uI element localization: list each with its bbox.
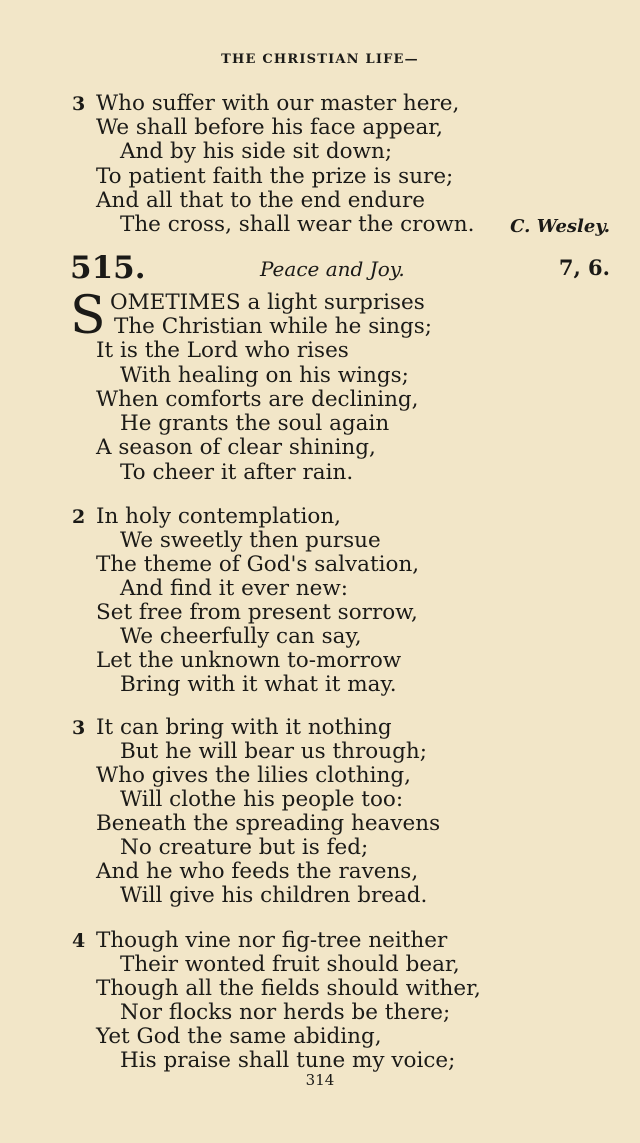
verse-line: Though all the fields should wither,	[96, 976, 481, 1001]
page-number: 314	[305, 1071, 335, 1089]
verse-line: Will clothe his people too:	[120, 787, 404, 812]
verse-line: To patient faith the prize is sure;	[96, 164, 454, 189]
verse-line: To cheer it after rain.	[120, 460, 354, 485]
verse-line: Will give his children bread.	[120, 883, 428, 908]
verse-line: The theme of God's salvation,	[96, 552, 420, 577]
verse-line: With healing on his wings;	[120, 363, 409, 388]
verse-line: Set free from present sorrow,	[96, 600, 418, 625]
verse-number: 2	[72, 506, 86, 528]
verse-line: Beneath the spreading heavens	[96, 811, 441, 836]
verse-line: Who gives the lilies clothing,	[96, 763, 411, 788]
verse-line: Their wonted fruit should bear,	[120, 952, 460, 977]
verse-line: But he will bear us through;	[120, 739, 427, 764]
verse-number: 3	[72, 717, 86, 739]
attribution: C. Wesley.	[510, 216, 610, 237]
verse-line: The cross, shall wear the crown.	[120, 212, 475, 237]
verse-line: Who suffer with our master here,	[96, 91, 460, 116]
verse-line: We sweetly then pursue	[120, 528, 381, 553]
verse-number: 4	[72, 930, 86, 952]
verse-line: It is the Lord who rises	[96, 338, 349, 363]
hymn-meter: 7, 6.	[558, 255, 610, 280]
verse-line: Yet God the same abiding,	[96, 1024, 382, 1049]
verse-line: In holy contemplation,	[96, 504, 342, 529]
hymn-number: 515.	[70, 250, 146, 286]
verse-line: We shall before his face appear,	[96, 115, 444, 140]
verse-line: Though vine nor fig-tree neither	[96, 928, 448, 953]
verse-line: And he who feeds the ravens,	[96, 859, 419, 884]
verse-line: Let the unknown to-morrow	[96, 648, 402, 673]
verse-line: The Christian while he sings;	[114, 314, 433, 339]
verse-line: A season of clear shining,	[96, 435, 376, 460]
verse-line: When comforts are declining,	[96, 387, 419, 412]
verse-line: We cheerfully can say,	[120, 624, 362, 649]
verse-line: OMETIMES a light surprises	[110, 290, 425, 315]
drop-cap: S	[70, 286, 106, 346]
verse-line: It can bring with it nothing	[96, 715, 392, 740]
verse-line: Bring with it what it may.	[120, 672, 397, 697]
hymn-title: Peace and Joy.	[260, 257, 405, 281]
verse-line: And all that to the end endure	[96, 188, 425, 213]
verse-line: No creature but is fed;	[120, 835, 369, 860]
verse-number: 3	[72, 93, 86, 115]
verse-line: His praise shall tune my voice;	[120, 1048, 456, 1073]
verse-line: He grants the soul again	[120, 411, 390, 436]
verse-line: Nor flocks nor herds be there;	[120, 1000, 451, 1025]
page-header: THE CHRISTIAN LIFE—	[221, 52, 419, 67]
verse-line: And find it ever new:	[120, 576, 349, 601]
verse-line: And by his side sit down;	[120, 139, 393, 164]
